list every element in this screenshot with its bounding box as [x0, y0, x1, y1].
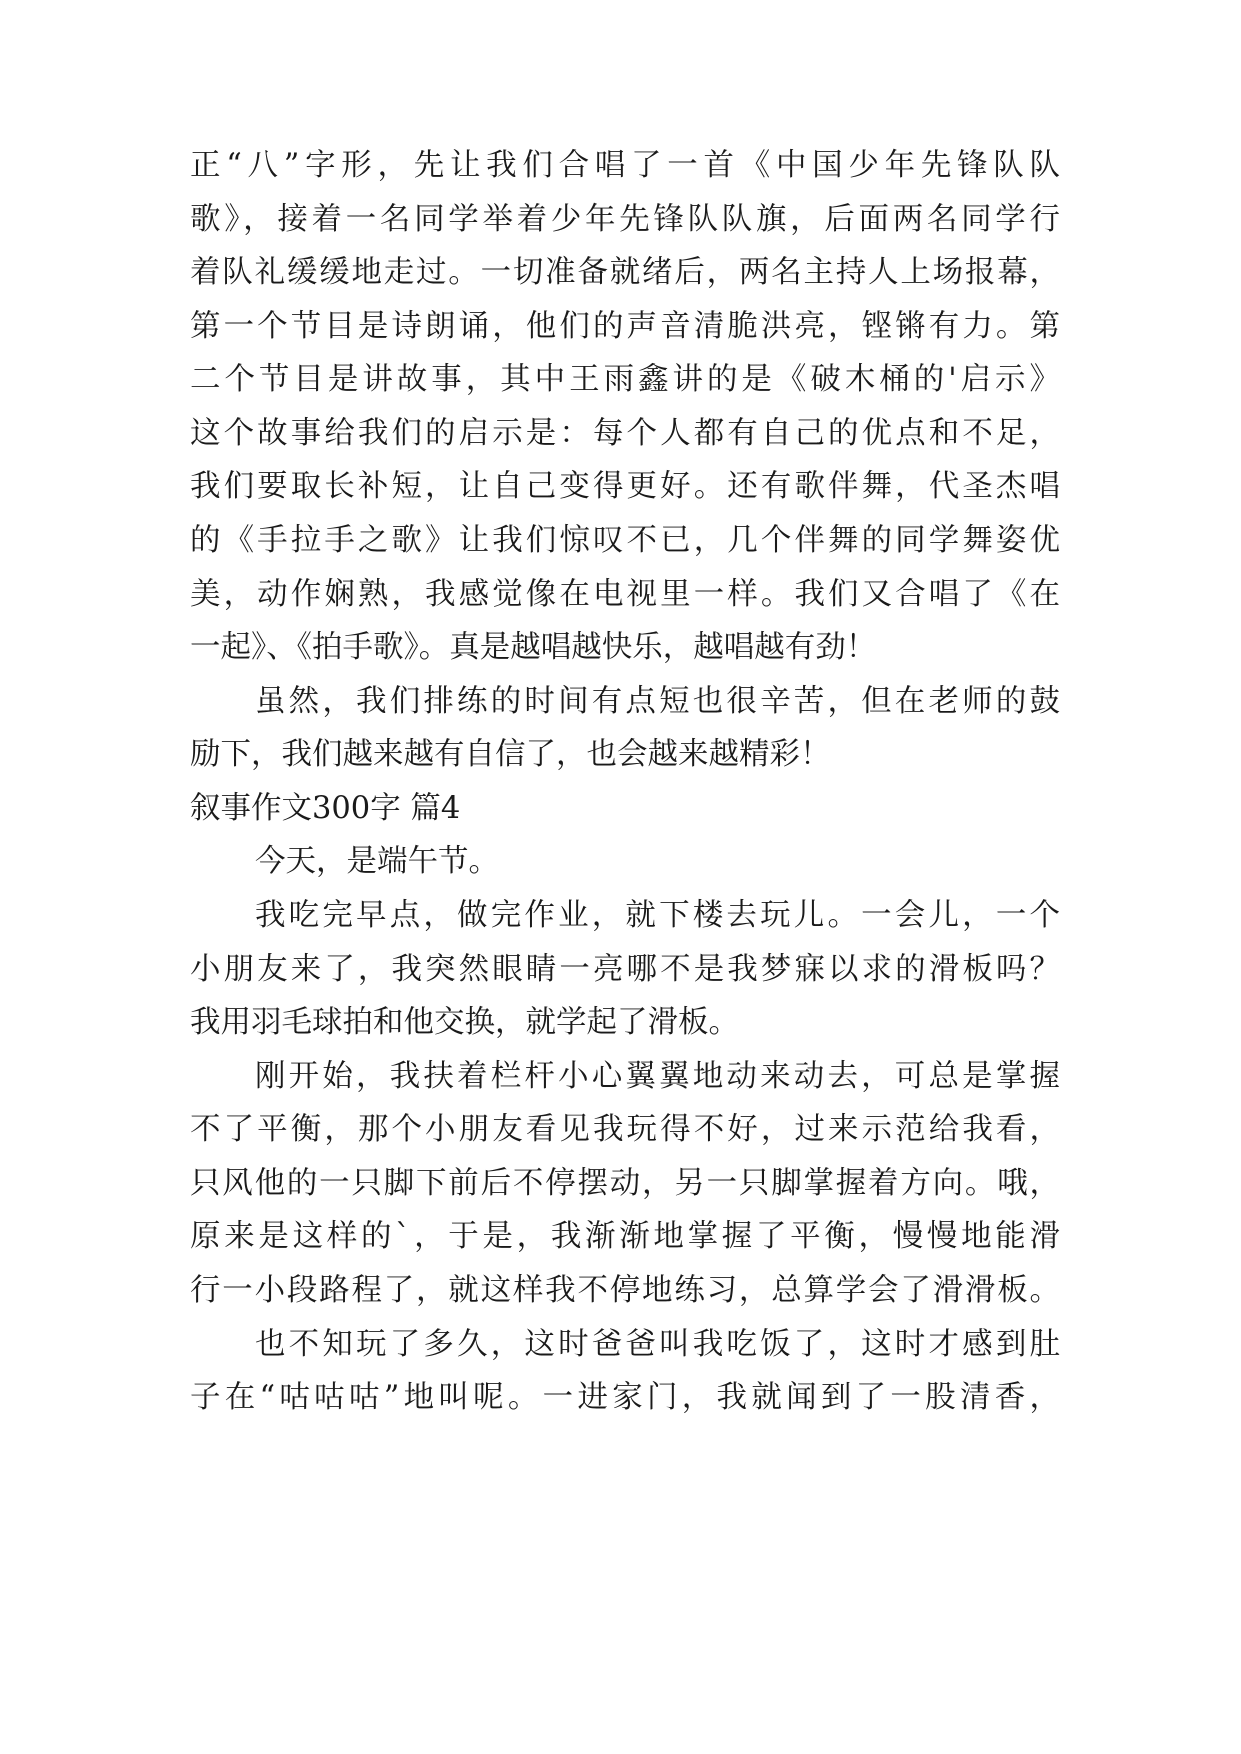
text-line: 不了平衡，那个小朋友看见我玩得不好，过来示范给我看，: [190, 1112, 1060, 1147]
text-line: 我吃完早点，做完作业，就下楼去玩儿。一会儿，一个: [255, 898, 1060, 933]
text-line: 第一个节目是诗朗诵，他们的声音清脆洪亮，铿锵有力。第: [190, 309, 1060, 344]
text-line: 刚开始，我扶着栏杆小心翼翼地动来动去，可总是掌握: [255, 1059, 1060, 1094]
text-line: 二个节目是讲故事，其中王雨鑫讲的是《破木桶的'启示》: [190, 362, 1060, 397]
text-line: 也不知玩了多久，这时爸爸叫我吃饭了，这时才感到肚: [255, 1327, 1060, 1362]
text-line: 原来是这样的`，于是，我渐渐地掌握了平衡，慢慢地能滑: [190, 1219, 1060, 1254]
text-line: 正“八”字形，先让我们合唱了一首《中国少年先锋队队: [190, 148, 1060, 183]
text-line: 这个故事给我们的启示是：每个人都有自己的优点和不足，: [190, 416, 1060, 451]
text-line: 美，动作娴熟，我感觉像在电视里一样。我们又合唱了《在: [190, 577, 1060, 612]
text-line: 只风他的一只脚下前后不停摆动，另一只脚掌握着方向。哦，: [190, 1166, 1060, 1201]
text-line: 虽然，我们排练的时间有点短也很辛苦，但在老师的鼓: [255, 684, 1060, 719]
text-line: 子在“咕咕咕”地叫呢。一进家门，我就闻到了一股清香，: [190, 1380, 1060, 1415]
text-line: 小朋友来了，我突然眼睛一亮哪不是我梦寐以求的滑板吗？: [190, 952, 1060, 987]
text-line: 行一小段路程了，就这样我不停地练习，总算学会了滑滑板。: [190, 1273, 1060, 1308]
text-line: 着队礼缓缓地走过。一切准备就绪后，两名主持人上场报幕，: [190, 255, 1060, 290]
text-line: 今天，是端午节。: [255, 844, 499, 879]
text-line: 一起》、《拍手歌》。真是越唱越快乐，越唱越有劲！: [190, 630, 877, 665]
section-heading: 叙事作文300字 篇4: [190, 791, 461, 826]
text-line: 我用羽毛球拍和他交换，就学起了滑板。: [190, 1005, 739, 1040]
text-line: 歌》，接着一名同学举着少年先锋队队旗，后面两名同学行: [190, 202, 1060, 237]
text-line: 励下，我们越来越有自信了，也会越来越精彩！: [190, 737, 831, 772]
text-line: 我们要取长补短，让自己变得更好。还有歌伴舞，代圣杰唱: [190, 469, 1060, 504]
text-line: 的《手拉手之歌》让我们惊叹不已，几个伴舞的同学舞姿优: [190, 523, 1060, 558]
